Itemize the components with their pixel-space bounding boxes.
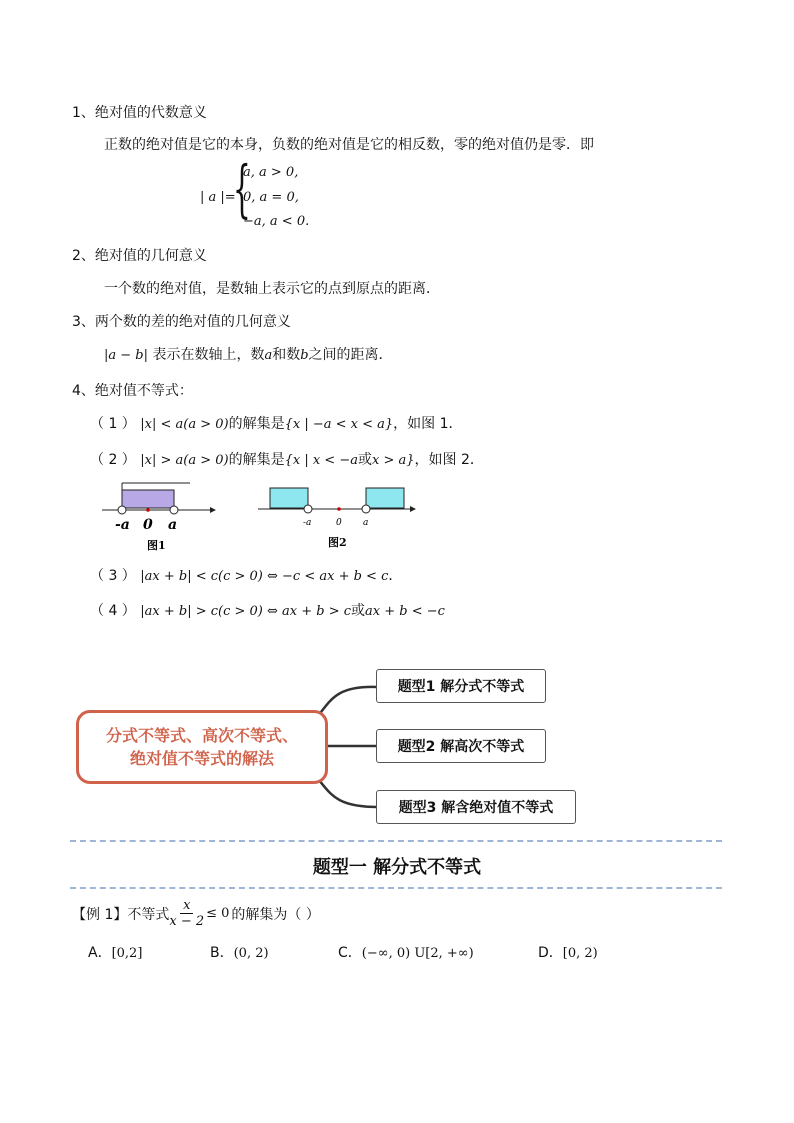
- item-tail: ，如图 1．: [393, 416, 463, 432]
- var-a: a: [264, 348, 273, 363]
- option-c: [338, 942, 474, 962]
- item-set: {x | x < −a: [284, 453, 358, 468]
- abs-formula-lhs: | a |=: [200, 190, 236, 205]
- figure-1-caption: 图1: [147, 539, 166, 552]
- label-a: a: [168, 517, 178, 533]
- item-expr: |x| > a(a > 0): [140, 453, 229, 468]
- fraction: [169, 898, 204, 929]
- or-text: 或: [357, 452, 372, 468]
- option-letter: C．: [338, 945, 362, 961]
- option-value: [0, 2): [562, 946, 598, 961]
- branch-node-3: 题型3 解含绝对值不等式: [376, 790, 576, 824]
- question-post: 的解集为（ ）: [231, 906, 320, 923]
- example-1-question: [72, 898, 320, 929]
- item-set-2: x > a}: [371, 453, 415, 468]
- fraction-numerator: x: [180, 898, 193, 914]
- section-title: 题型一 解分式不等式: [312, 857, 482, 878]
- left-interval: [270, 488, 308, 508]
- branch-node-1: 题型1 解分式不等式: [376, 669, 546, 703]
- center-line-1: 分式不等式、高次不等式、: [105, 726, 298, 745]
- item-tail: ，如图 2．: [414, 452, 484, 468]
- open-dot-left: [118, 506, 126, 514]
- item-number: （ 2 ）: [90, 452, 136, 468]
- ineq-item-4: [90, 600, 445, 620]
- item-number: （ 4 ）: [90, 603, 136, 619]
- open-dot-right: [362, 505, 370, 513]
- option-value: (0, 2): [233, 946, 269, 961]
- section4-heading: 4、绝对值不等式：: [72, 383, 193, 399]
- solution-interval: [122, 490, 174, 508]
- case-line-3: −a, a < 0.: [243, 214, 310, 229]
- right-interval: [366, 488, 404, 508]
- brace: {: [233, 152, 251, 225]
- arrow-icon: [410, 506, 416, 512]
- abs-diff-expr: |a − b|: [104, 348, 148, 363]
- option-b: [210, 942, 269, 962]
- figure-1: [98, 478, 220, 558]
- center-line-2: 绝对值不等式的解法: [129, 749, 274, 768]
- label-neg-a: -a: [303, 518, 312, 528]
- ineq-item-2: [90, 449, 484, 469]
- option-letter: B．: [210, 945, 234, 961]
- branch-node-2: 题型2 解高次不等式: [376, 729, 546, 763]
- section3-line: [104, 344, 393, 364]
- origin-dot: [146, 508, 150, 512]
- item-mid-text: 的解集是: [228, 452, 285, 468]
- var-b: b: [300, 348, 309, 363]
- option-value: [0,2]: [111, 946, 143, 961]
- figure-2-caption: 图2: [328, 536, 347, 548]
- mindmap-center-node: [76, 710, 328, 784]
- item-set: {x | −a < x < a}: [284, 417, 394, 432]
- option-letter: D．: [538, 945, 563, 961]
- case-line-2: 0, a = 0,: [243, 190, 299, 205]
- question-pre: 不等式: [127, 906, 170, 923]
- label-zero: 0: [143, 517, 153, 533]
- open-dot-right: [170, 506, 178, 514]
- option-letter: A．: [88, 945, 112, 961]
- section3-text2: 和数: [272, 347, 301, 363]
- origin-dot: [337, 507, 341, 511]
- section3-heading: 3、两个数的差的绝对值的几何意义: [72, 314, 291, 330]
- item-expr: |ax + b| > c(c > 0) ⇔ ax + b > c: [140, 604, 352, 619]
- ineq-item-1: [90, 413, 463, 433]
- option-value: (−∞, 0) U[2, +∞): [361, 946, 474, 961]
- section2-body: 一个数的绝对值，是数轴上表示它的点到原点的距离．: [104, 281, 440, 297]
- option-d: [538, 942, 598, 962]
- option-a: [88, 942, 142, 962]
- divider-top: [70, 840, 722, 842]
- section3-text3: 之间的距离．: [308, 347, 393, 363]
- label-zero: 0: [336, 518, 342, 528]
- section2-heading: 2、绝对值的几何意义: [72, 248, 207, 264]
- ineq-item-3: [90, 565, 402, 585]
- item-number: （ 1 ）: [90, 416, 136, 432]
- fraction-denominator: x − 2: [169, 914, 205, 929]
- example-label: 【例 1】: [72, 906, 128, 923]
- open-dot-left: [304, 505, 312, 513]
- label-neg-a: -a: [115, 517, 130, 533]
- relation: ≤ 0: [206, 906, 230, 921]
- section1-body: 正数的绝对值是它的本身，负数的绝对值是它的相反数，零的绝对值仍是零．即: [104, 137, 594, 153]
- item-expr-2: ax + b < −c: [365, 604, 445, 619]
- figure-2: [256, 478, 418, 548]
- item-tail: ．: [388, 568, 403, 584]
- or-text: 或: [351, 603, 366, 619]
- label-a: a: [363, 518, 369, 528]
- item-number: （ 3 ）: [90, 568, 136, 584]
- item-expr: |x| < a(a > 0): [140, 417, 229, 432]
- item-mid-text: 的解集是: [228, 416, 285, 432]
- case-line-1: a, a > 0,: [243, 165, 299, 180]
- section1-heading: 1、绝对值的代数意义: [72, 105, 207, 121]
- section3-text1: 表示在数轴上，数: [152, 347, 265, 363]
- item-expr: |ax + b| < c(c > 0) ⇔ −c < ax + b < c: [140, 569, 389, 584]
- arrow-icon: [210, 507, 216, 513]
- divider-bottom: [70, 887, 722, 889]
